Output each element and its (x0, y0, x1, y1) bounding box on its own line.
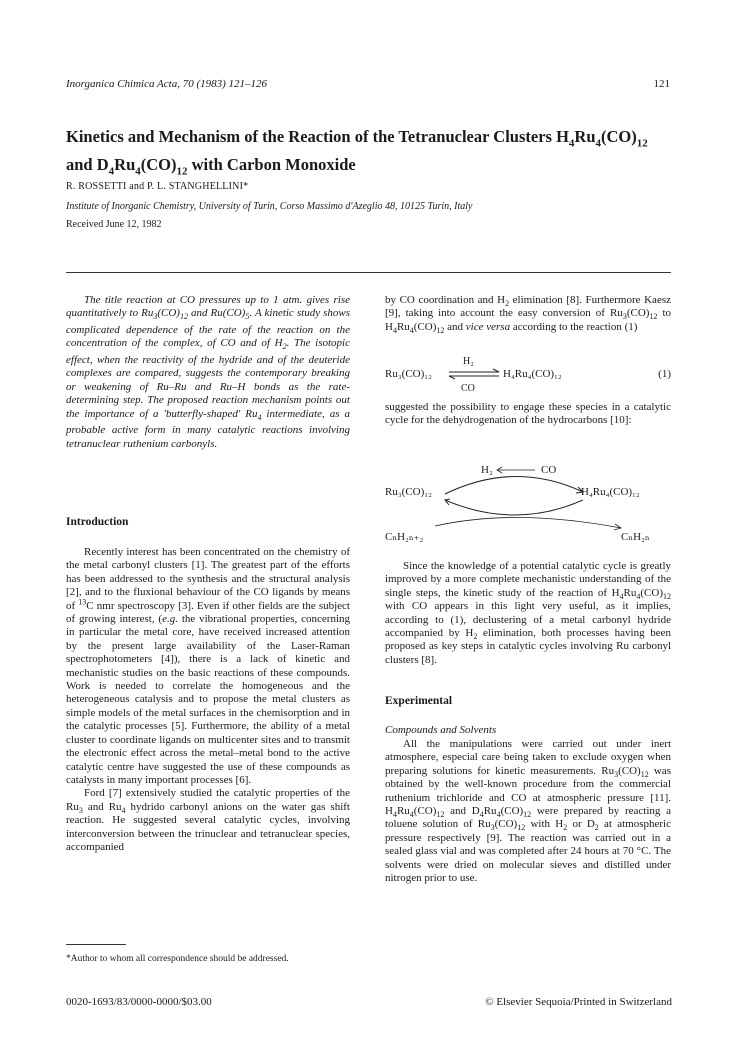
equation-1 (385, 356, 671, 396)
experimental-paragraph-1: All the manipulations were carried out under inert atmosphere, especial care being taken to exclude oxygen when preparing solutions for kinetic measurements. $Ru_3(CO)_{12}$ was obtained by the well-known procedure from the commercial ruthenium trichloride and CO at atmospheric pressure [11]. $H_4Ru_4(CO)_{12}$ and $D_4Ru_4(CO)_{12}$ were prepared by reacting a toluene solution of $Ru_3(CO)_{12}$ with $H_2$ or $D_2$ at atmospheric pressure respectively [9]. The reaction was carried out in a sealed glass vial and was completed after 24 hours at 70 °C. The solvents were dried on molecular sieves and distilled under nitrogen prior to use. (385, 738, 672, 885)
intro-paragraph-3: by CO coordination and $H_2$ elimination [8]. Furthermore Kaesz [9], taking into account the easy conversion of $Ru_3(CO)_{12}$ to $H_4Ru_4(CO)_{12}$ and vice versa according to the reaction (1) (385, 294, 671, 335)
cycle-h4ru4-label: H₄Ru₄(CO)₁₂ (581, 486, 640, 498)
equilibrium-arrows-icon (447, 368, 501, 382)
issn-code: 0020-1693/83/0000-0000/$03.00 (66, 996, 212, 1008)
intro-paragraph-2: Ford [7] extensively studied the catalytic properties of the $Ru_3$ and $Ru_4$ hydrido carbonyl anions on the water gas shift reaction. He suggested several catalytic cycles, involving interconversion between the trinuclear and tetranuclear species, accompanied (66, 787, 350, 853)
experimental-body (385, 738, 671, 885)
introduction-body (66, 546, 350, 854)
intro-paragraph-1: Recently interest has been concentrated on the chemistry of the metal carbonyl clusters [1]. The greatest part of the efforts has been addressed to the synthesis and the structural analysis [2], and to the fluxional behaviour of the CO ligands by means of $^{13}$C nmr spectroscopy [3]. Even if other fields are the subject of growing interest, (e.g. the vibrational properties, concerning in particular the metal core, have received increased attention by the present large availability of the Laser-Raman spectrophotometers [4]), there is a lack of kinetic and mechanistic studies on the basic reactions of these compounds. Work is needed to correlate the homogeneous and the heterogeneous catalysis and to propose the metal clusters as simple models of the metal surfaces in the chemisorption and in the catalytic processes [5]. Furthermore, the ability of a metal cluster to coordinate ligands on multicenter sites and to transmit the electronic effect across the metal–metal bond to the active catalytic centre have suggested the use of these compounds as catalysts in many important processes [6]. (66, 546, 350, 786)
catalytic-cycle-scheme (385, 460, 671, 550)
header-divider (66, 272, 671, 273)
received-date: Received June 12, 1982 (66, 219, 162, 230)
introduction-heading: Introduction (66, 516, 129, 528)
page-number: 121 (653, 78, 670, 90)
cycle-intro (385, 401, 671, 428)
cycle-ru3-label: Ru₃(CO)₁₂ (385, 486, 432, 498)
equation-under-label: CO (461, 383, 475, 394)
intro-final-paragraph (385, 560, 671, 667)
equation-over-label: H₂ (463, 356, 474, 367)
copyright: © Elsevier Sequoia/Printed in Switzerland (485, 996, 672, 1008)
intro-paragraph-5: Since the knowledge of a potential catalytic cycle is greatly improved by a more complete mechanistic understanding of the single steps, the kinetic study of the reaction of $H_4Ru_4(CO)_{12}$ with CO appears in this light very useful, as it implies, according to (1), declustering of a metal carbonyl hydride accompanied by $H_2$ elimination, both processes having been proposed as key steps in catalytic cycles involving Ru carbonyl clusters [8]. (385, 560, 672, 666)
intro-paragraph-4: suggested the possibility to engage these species in a catalytic cycle for the dehydrogenation of the hydrocarbons [10]: (385, 401, 671, 427)
experimental-heading: Experimental (385, 695, 453, 707)
cycle-co-label: CO (541, 464, 557, 476)
journal-citation: Inorganica Chimica Acta, 70 (1983) 121–126 (66, 78, 268, 90)
equation-rhs: H₄Ru₄(CO)₁₂ (503, 368, 562, 380)
equation-number: (1) (658, 368, 671, 380)
cycle-alkene-label: CₙH₂ₙ (621, 531, 650, 543)
compounds-subheading: Compounds and Solvents (385, 724, 497, 736)
intro-continuation (385, 294, 671, 334)
article-title: Kinetics and Mechanism of the Reaction of the Tetranuclear Clusters $H_4Ru_4(CO)_{12}$ and $D_4Ru_4(CO)_{12}$ with Carbon Monoxide (66, 127, 648, 178)
cycle-alkane-label: CₙH₂ₙ₊₂ (385, 531, 424, 543)
abstract: The title reaction at CO pressures up to 1 atm. gives rise quantitatively to $Ru_3(CO)_{12}$ and $Ru(CO)_5$. A kinetic study shows complicated dependence of the rate of the reaction on the concentration of the complex, of CO and of $H_2$. The isotopic effect, when the reactivity of the hydride and of the deuteride complexes are compared, suggests the contemporary breaking or weakening of Ru–Ru and Ru–H bonds as the rate-determining step. The proposed reaction mechanism points out the importance of a 'butterfly-shaped' $Ru_4$ intermediate, as a probable active form in many catalytic reactions involving tetranuclear ruthenium carbonyls. (66, 294, 351, 450)
authors: R. ROSSETTI and P. L. STANGHELLINI* (66, 181, 249, 192)
cycle-h2-label: H₂ (481, 464, 493, 476)
footnote-divider (66, 944, 126, 945)
footnote: *Author to whom all correspondence should be addressed. (66, 954, 289, 964)
affiliation: Institute of Inorganic Chemistry, University of Turin, Corso Massimo d'Azeglio 48, 10125 Turin, Italy (66, 201, 473, 212)
equation-lhs: Ru₃(CO)₁₂ (385, 368, 432, 380)
cycle-arrows-icon (385, 460, 671, 550)
